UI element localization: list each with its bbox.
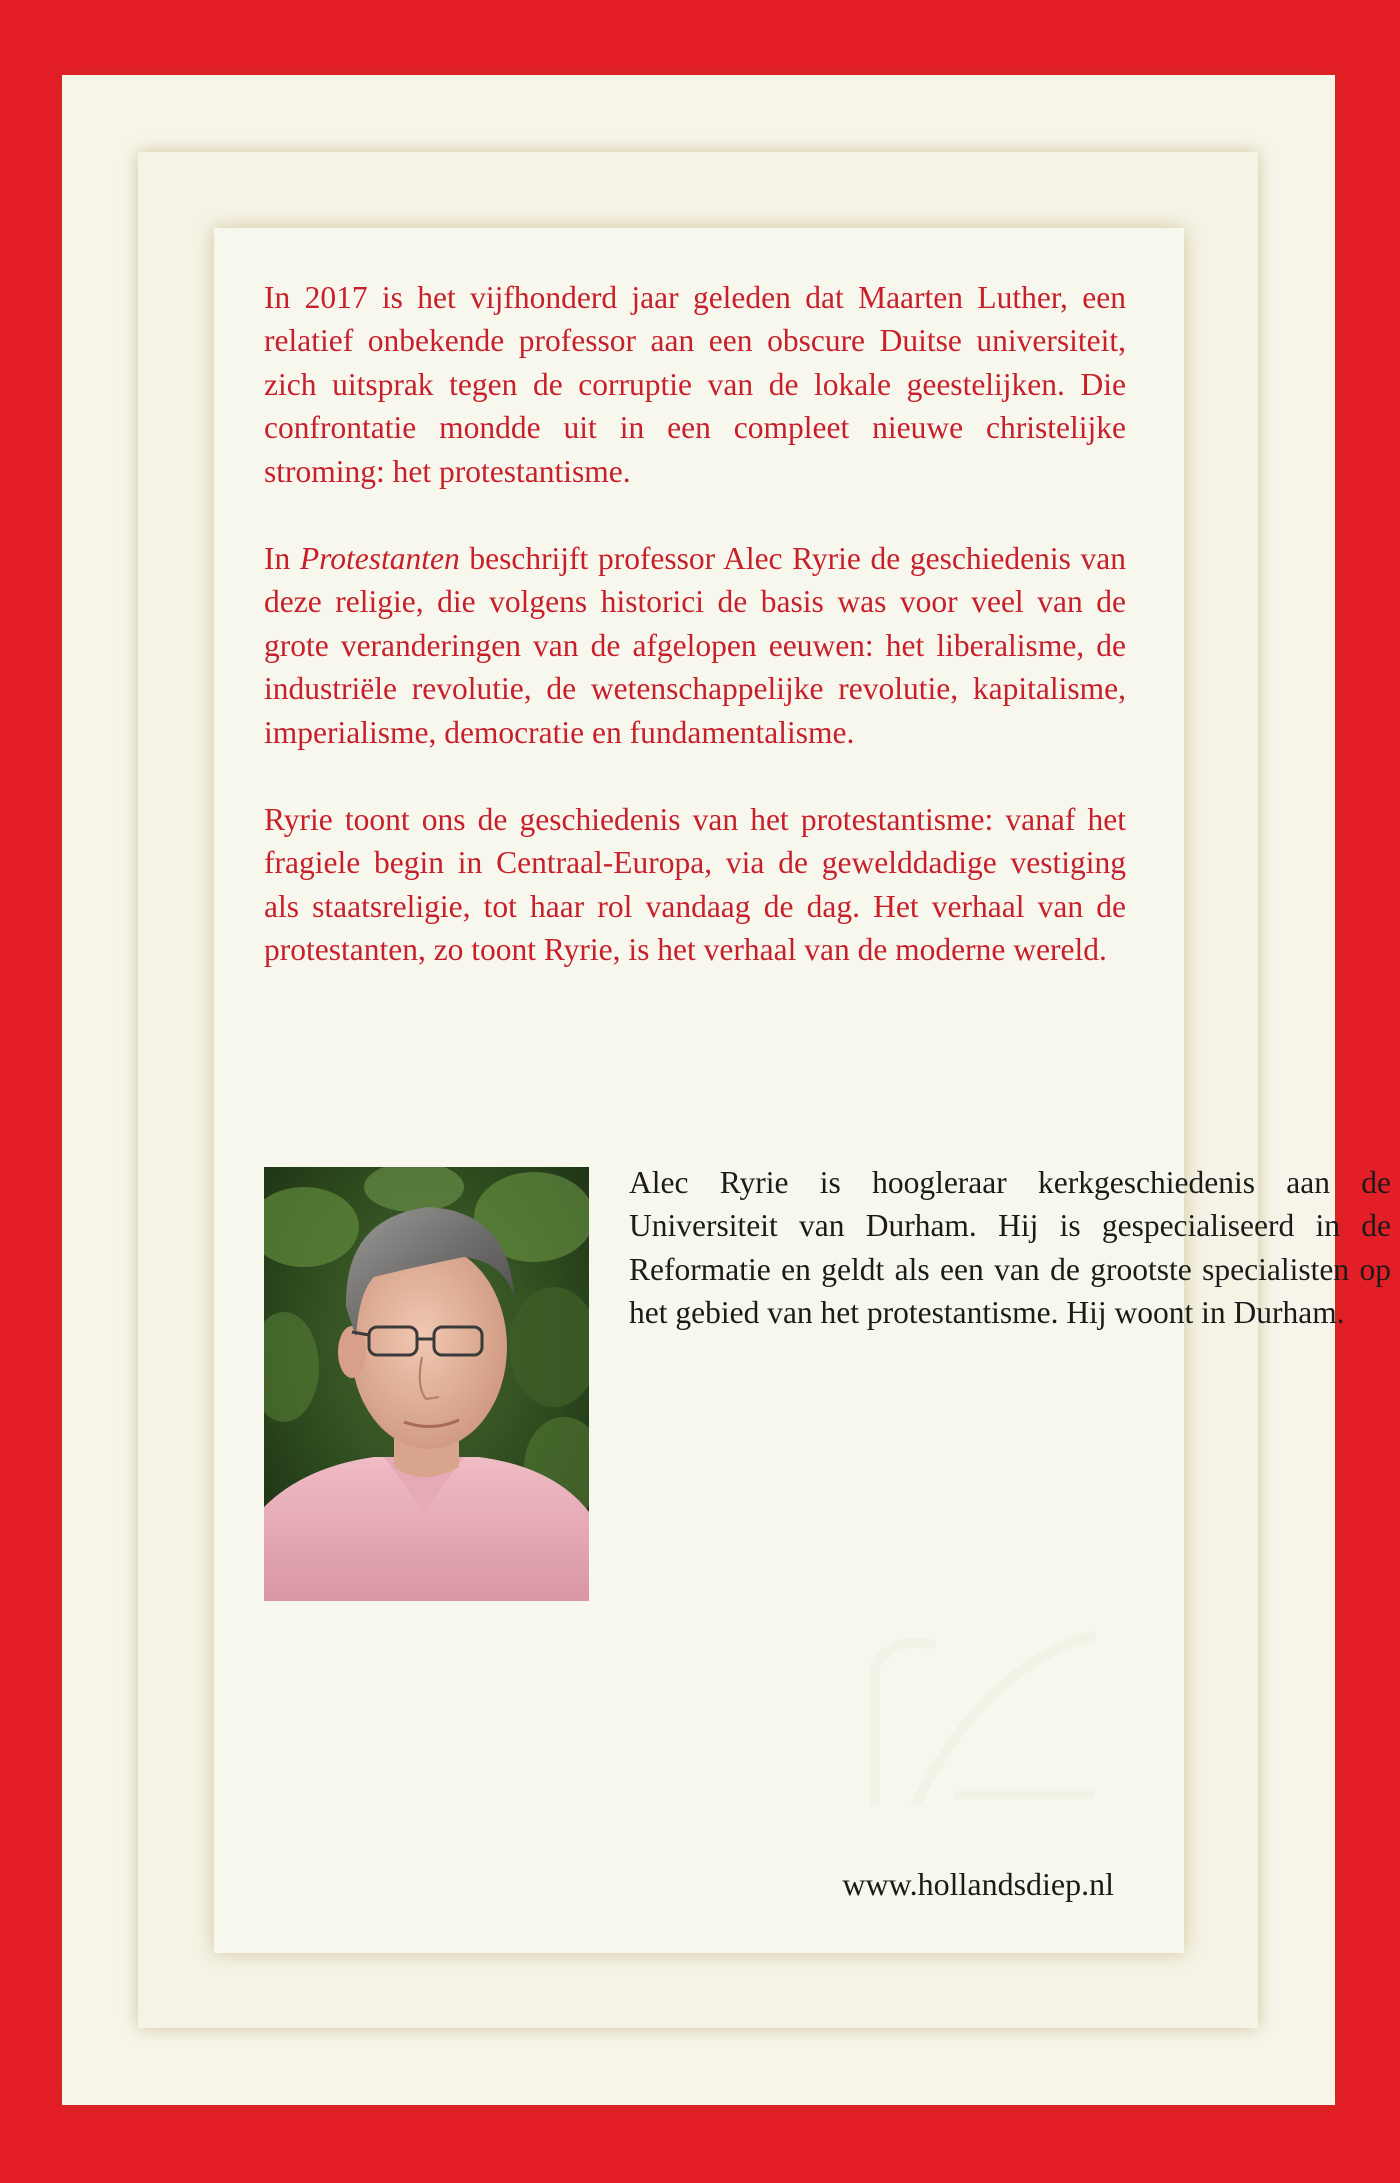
description-paragraph-2	[264, 537, 1126, 754]
author-bio-wrapper	[629, 1161, 1391, 1335]
publisher-url[interactable]: www.hollandsdiep.nl	[842, 1866, 1114, 1902]
description-paragraph-1: In 2017 is het vijfhonderd jaar geleden dat Maarten Luther, een relatief onbekende professor aan een obscure Duitse universiteit, zich uitsprak tegen de corruptie van de lokale geestelijken. Die confrontatie mondde uit in een compleet nieuwe christelijke stroming: het protestantisme.	[264, 280, 1126, 489]
author-bio: Alec Ryrie is hoogleraar kerkgeschiedenis aan de Universiteit van Durham. Hij is gespecialiseerd in de Reformatie en geldt als een van de grootste specialisten op het gebied van het protestantisme. Hij woont in Durham.	[629, 1165, 1391, 1331]
description-paragraph-3: Ryrie toont ons de geschiedenis van het protestantisme: vanaf het fragiele begin in Centraal-Europa, via de gewelddadige vestiging als staatsreligie, tot haar rol vandaag de dag. Het verhaal van de protestanten, zo toont Ryrie, is het verhaal van de moderne wereld.	[264, 802, 1126, 968]
paragraph-2-prefix: In	[264, 541, 300, 577]
publisher-logo-watermark	[835, 1605, 1135, 1825]
author-photo	[264, 1167, 589, 1601]
book-title: Protestanten	[299, 541, 460, 577]
author-block	[264, 1165, 1391, 1603]
paragraph-2-text: beschrijft professor Alec Ryrie de geschiedenis van deze religie, die volgens historici de basis was voor veel van de grote veranderingen van de afgelopen eeuwen: het liberalisme, de industriële revolutie, de wetenschappelijke revolutie, kapitalisme, imperialisme, democratie en fundamentalisme.	[264, 541, 1126, 750]
description	[264, 276, 1126, 1016]
